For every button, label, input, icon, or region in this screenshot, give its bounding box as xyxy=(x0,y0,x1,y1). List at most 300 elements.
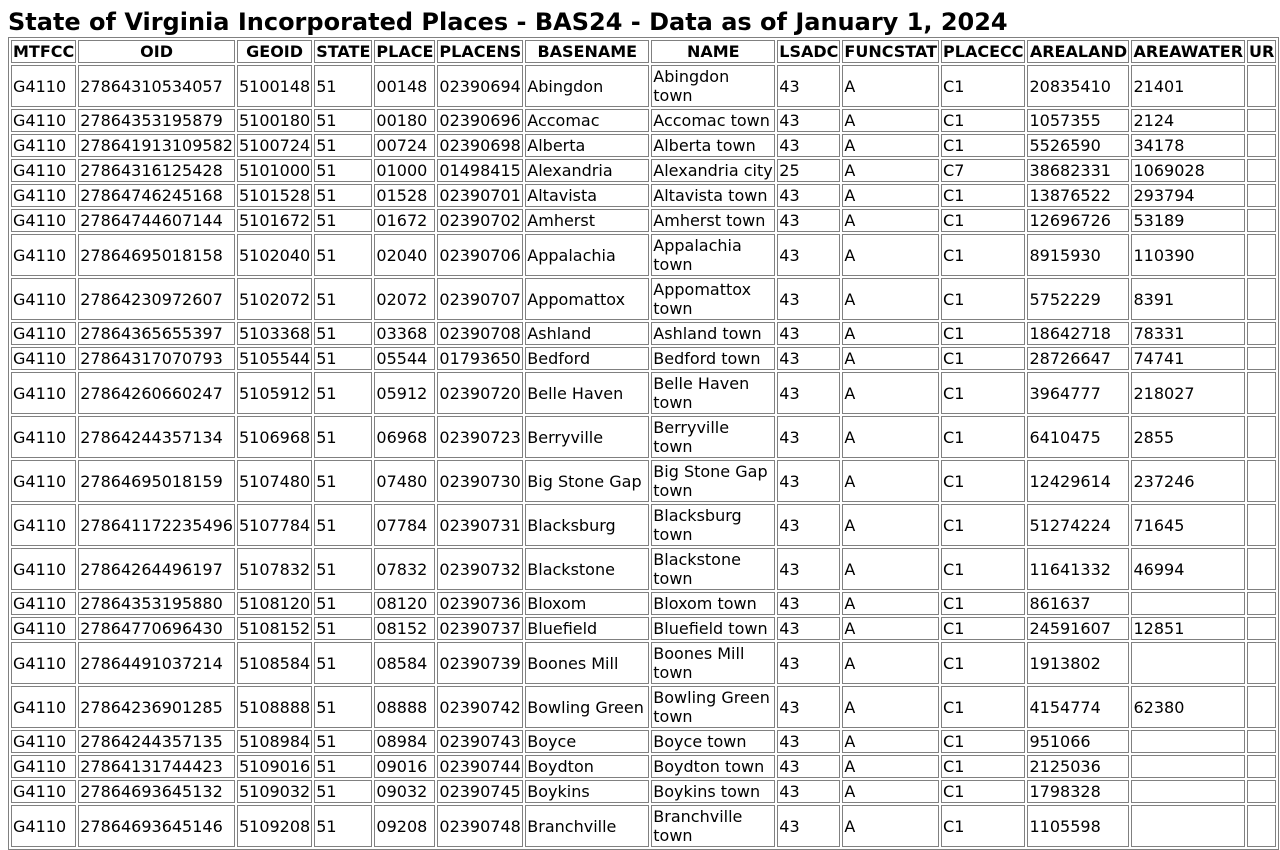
cell-state: 51 xyxy=(314,372,372,414)
cell-geoid: 5102040 xyxy=(237,234,312,276)
cell-oid: 27864244357134 xyxy=(78,416,235,458)
cell-funcstat: A xyxy=(842,460,939,502)
cell-ur xyxy=(1247,642,1276,684)
cell-funcstat: A xyxy=(842,347,939,370)
cell-geoid: 5108120 xyxy=(238,594,311,613)
cell-name: Appalachia town xyxy=(651,234,775,276)
cell-basename: Bloxom xyxy=(525,592,649,615)
cell-mtfcc: G4110 xyxy=(11,234,76,276)
cell-mtfcc: G4110 xyxy=(11,209,76,232)
cell-funcstat: A xyxy=(842,322,939,345)
cell-placecc: C1 xyxy=(941,592,1025,615)
cell-arealand: 18642718 xyxy=(1027,322,1129,345)
cell-placecc: C1 xyxy=(941,234,1025,276)
cell-basename: Appomattox xyxy=(525,278,649,320)
cell-placens: 01498415 xyxy=(437,159,523,182)
cell-ur xyxy=(1247,184,1276,207)
cell-funcstat: A xyxy=(842,617,939,640)
cell-basename: Bedford xyxy=(525,347,649,370)
table-row xyxy=(11,416,1276,458)
cell-placecc: C1 xyxy=(941,416,1025,458)
cell-ur xyxy=(1247,548,1276,590)
cell-lsadc: 43 xyxy=(777,460,840,502)
cell-basename: Bluefield xyxy=(525,617,649,640)
cell-place: 08152 xyxy=(374,617,435,640)
cell-placecc: C7 xyxy=(941,159,1025,182)
cell-basename: Alexandria xyxy=(525,159,649,182)
column-header-placens: PLACENS xyxy=(439,42,522,61)
cell-name: Boyce town xyxy=(651,730,775,753)
cell-placecc: C1 xyxy=(941,504,1025,546)
cell-mtfcc: G4110 xyxy=(11,322,76,345)
cell-geoid: 5108888 xyxy=(237,686,312,728)
cell-placecc: C1 xyxy=(941,686,1025,728)
cell-mtfcc: G4110 xyxy=(11,642,76,684)
cell-name: Bluefield town xyxy=(651,617,775,640)
cell-geoid: 5102072 xyxy=(237,278,312,320)
cell-oid: 27864353195880 xyxy=(78,592,235,615)
cell-areawater: 21401 xyxy=(1131,65,1245,107)
cell-placecc: C1 xyxy=(941,805,1025,847)
cell-oid: 27864746245168 xyxy=(78,184,235,207)
cell-lsadc: 43 xyxy=(777,617,840,640)
cell-mtfcc: G4110 xyxy=(11,504,76,546)
cell-placens: 02390706 xyxy=(437,234,523,276)
cell-lsadc: 43 xyxy=(777,592,840,615)
cell-name: Accomac town xyxy=(651,109,775,132)
cell-lsadc: 43 xyxy=(777,278,840,320)
cell-name: Abingdon town xyxy=(651,65,775,107)
table-body xyxy=(11,65,1276,847)
cell-oid: 27864365655397 xyxy=(78,322,235,345)
cell-areawater: 2855 xyxy=(1131,416,1245,458)
cell-arealand: 861637 xyxy=(1027,592,1129,615)
cell-geoid: 5106968 xyxy=(237,416,312,458)
cell-mtfcc: G4110 xyxy=(11,159,76,182)
cell-placecc: C1 xyxy=(941,109,1025,132)
cell-arealand: 12696726 xyxy=(1027,209,1129,232)
cell-state: 51 xyxy=(314,134,372,157)
table-row xyxy=(11,184,1276,207)
cell-funcstat: A xyxy=(842,278,939,320)
cell-placens: 02390742 xyxy=(437,686,523,728)
cell-name: Alberta town xyxy=(651,134,775,157)
cell-basename: Altavista xyxy=(525,184,649,207)
cell-state: 51 xyxy=(314,730,372,753)
cell-lsadc: 43 xyxy=(777,416,840,458)
cell-ur xyxy=(1247,686,1276,728)
table-row xyxy=(11,322,1276,345)
table-row xyxy=(11,755,1276,778)
cell-funcstat: A xyxy=(842,592,939,615)
column-header-lsadc: LSADC xyxy=(779,42,839,61)
cell-geoid: 5107480 xyxy=(237,460,312,502)
cell-place: 07784 xyxy=(374,504,435,546)
cell-funcstat: A xyxy=(842,234,939,276)
cell-funcstat: A xyxy=(842,184,939,207)
cell-oid: 27864316125428 xyxy=(78,159,235,182)
cell-placecc: C1 xyxy=(941,730,1025,753)
cell-placecc: C1 xyxy=(941,755,1025,778)
cell-geoid: 5108584 xyxy=(237,642,312,684)
cell-place: 08984 xyxy=(374,730,435,753)
cell-placens: 02390696 xyxy=(437,109,523,132)
cell-areawater: 62380 xyxy=(1131,686,1245,728)
cell-arealand: 4154774 xyxy=(1027,686,1129,728)
table-row xyxy=(11,780,1276,803)
column-header-arealand: AREALAND xyxy=(1027,40,1129,63)
cell-oid: 27864236901285 xyxy=(78,686,235,728)
cell-oid: 27864491037214 xyxy=(78,642,235,684)
cell-placecc: C1 xyxy=(941,642,1025,684)
cell-mtfcc: G4110 xyxy=(11,548,76,590)
cell-ur xyxy=(1247,617,1276,640)
table-row xyxy=(11,642,1276,684)
cell-mtfcc: G4110 xyxy=(11,65,76,107)
cell-place: 01528 xyxy=(374,184,435,207)
cell-oid: 27864310534057 xyxy=(78,65,235,107)
cell-geoid: 5100180 xyxy=(238,111,311,130)
cell-areawater xyxy=(1131,592,1245,615)
cell-arealand: 20835410 xyxy=(1027,65,1129,107)
cell-placens: 02390694 xyxy=(437,65,523,107)
cell-areawater: 78331 xyxy=(1131,322,1245,345)
cell-basename: Big Stone Gap xyxy=(525,460,649,502)
cell-name: Bowling Green town xyxy=(651,686,775,728)
cell-arealand: 12429614 xyxy=(1027,460,1129,502)
cell-place: 02072 xyxy=(374,278,435,320)
cell-areawater xyxy=(1131,755,1245,778)
cell-areawater: 74741 xyxy=(1131,347,1245,370)
cell-lsadc: 43 xyxy=(777,372,840,414)
cell-arealand: 3964777 xyxy=(1027,372,1129,414)
cell-place: 07832 xyxy=(374,548,435,590)
cell-basename: Branchville xyxy=(525,805,649,847)
cell-lsadc: 43 xyxy=(777,209,840,232)
cell-geoid: 5101672 xyxy=(238,211,311,230)
cell-lsadc: 43 xyxy=(777,504,840,546)
cell-basename: Bowling Green xyxy=(525,686,649,728)
cell-lsadc: 43 xyxy=(777,65,840,107)
cell-name: Altavista town xyxy=(651,184,775,207)
cell-ur xyxy=(1247,159,1276,182)
cell-placecc: C1 xyxy=(941,372,1025,414)
cell-ur xyxy=(1247,109,1276,132)
cell-geoid: 5100148 xyxy=(237,65,312,107)
cell-place: 08888 xyxy=(374,686,435,728)
column-header-areawater: AREAWATER xyxy=(1133,42,1244,61)
cell-state: 51 xyxy=(314,322,372,345)
cell-areawater: 237246 xyxy=(1131,460,1245,502)
table-row xyxy=(11,460,1276,502)
cell-areawater: 12851 xyxy=(1131,617,1245,640)
cell-basename: Ashland xyxy=(525,322,649,345)
cell-place: 05544 xyxy=(374,347,435,370)
table-row xyxy=(11,592,1276,615)
cell-funcstat: A xyxy=(842,159,939,182)
cell-placens: 02390736 xyxy=(437,592,523,615)
cell-name: Boykins town xyxy=(651,780,775,803)
cell-ur xyxy=(1247,134,1276,157)
cell-arealand: 13876522 xyxy=(1027,184,1129,207)
cell-ur xyxy=(1247,209,1276,232)
cell-geoid: 5105544 xyxy=(238,349,311,368)
cell-name: Boones Mill town xyxy=(651,642,775,684)
cell-state: 51 xyxy=(314,805,372,847)
table-row xyxy=(11,548,1276,590)
table-row xyxy=(11,347,1276,370)
cell-state: 51 xyxy=(314,209,372,232)
cell-geoid: 5101000 xyxy=(238,161,311,180)
cell-funcstat: A xyxy=(842,755,939,778)
column-header-oid: OID xyxy=(78,40,235,63)
cell-placecc: C1 xyxy=(941,278,1025,320)
cell-areawater: 46994 xyxy=(1131,548,1245,590)
cell-funcstat: A xyxy=(842,416,939,458)
column-header-geoid: GEOID xyxy=(237,40,312,63)
cell-oid: 27864260660247 xyxy=(78,372,235,414)
cell-lsadc: 43 xyxy=(777,134,840,157)
cell-placecc: C1 xyxy=(941,134,1025,157)
table-row xyxy=(11,65,1276,107)
cell-mtfcc: G4110 xyxy=(11,134,76,157)
cell-funcstat: A xyxy=(842,780,939,803)
cell-placecc: C1 xyxy=(941,780,1025,803)
cell-mtfcc: G4110 xyxy=(11,780,76,803)
cell-placecc: C1 xyxy=(941,184,1025,207)
cell-name: Blacksburg town xyxy=(651,504,775,546)
cell-ur xyxy=(1247,322,1276,345)
cell-place: 09208 xyxy=(374,805,435,847)
cell-funcstat: A xyxy=(842,109,939,132)
cell-place: 00180 xyxy=(374,109,435,132)
cell-geoid: 5109032 xyxy=(238,782,311,801)
cell-funcstat: A xyxy=(842,805,939,847)
cell-arealand: 11641332 xyxy=(1027,548,1129,590)
cell-basename: Abingdon xyxy=(525,65,649,107)
column-header-place: PLACE xyxy=(376,42,434,61)
column-header-basename: BASENAME xyxy=(525,40,649,63)
table-row xyxy=(11,109,1276,132)
table-row xyxy=(11,134,1276,157)
cell-funcstat: A xyxy=(842,730,939,753)
table-row xyxy=(11,504,1276,546)
cell-name: Blackstone town xyxy=(651,548,775,590)
table-row xyxy=(11,730,1276,753)
cell-lsadc: 43 xyxy=(777,109,840,132)
cell-arealand: 24591607 xyxy=(1027,617,1129,640)
cell-basename: Blackstone xyxy=(525,548,649,590)
cell-mtfcc: G4110 xyxy=(11,730,76,753)
cell-lsadc: 43 xyxy=(777,234,840,276)
table-row xyxy=(11,159,1276,182)
cell-areawater: 218027 xyxy=(1131,372,1245,414)
cell-arealand: 2125036 xyxy=(1027,755,1129,778)
column-header-placecc: PLACECC xyxy=(943,42,1024,61)
column-header-funcstat: FUNCSTAT xyxy=(844,42,938,61)
cell-state: 51 xyxy=(314,109,372,132)
cell-geoid: 5105912 xyxy=(237,372,312,414)
cell-placens: 02390739 xyxy=(437,642,523,684)
cell-funcstat: A xyxy=(842,65,939,107)
cell-mtfcc: G4110 xyxy=(11,347,76,370)
cell-lsadc: 43 xyxy=(777,686,840,728)
cell-ur xyxy=(1247,504,1276,546)
cell-areawater xyxy=(1131,642,1245,684)
cell-mtfcc: G4110 xyxy=(11,805,76,847)
cell-areawater: 293794 xyxy=(1131,184,1245,207)
table-row xyxy=(11,686,1276,728)
cell-areawater: 34178 xyxy=(1131,134,1245,157)
cell-lsadc: 43 xyxy=(777,730,840,753)
column-header-name: NAME xyxy=(651,40,775,63)
cell-areawater xyxy=(1131,730,1245,753)
cell-ur xyxy=(1247,65,1276,107)
cell-arealand: 5752229 xyxy=(1027,278,1129,320)
cell-funcstat: A xyxy=(842,209,939,232)
cell-place: 02040 xyxy=(374,234,435,276)
cell-mtfcc: G4110 xyxy=(11,686,76,728)
cell-oid: 27864744607144 xyxy=(78,209,235,232)
cell-state: 51 xyxy=(314,278,372,320)
cell-arealand: 8915930 xyxy=(1027,234,1129,276)
cell-placens: 02390723 xyxy=(437,416,523,458)
cell-oid: 27864131744423 xyxy=(78,755,235,778)
cell-placecc: C1 xyxy=(941,460,1025,502)
cell-geoid: 5108984 xyxy=(238,732,311,751)
cell-oid: 27864353195879 xyxy=(78,109,235,132)
cell-name: Berryville town xyxy=(651,416,775,458)
places-table xyxy=(8,37,1279,850)
cell-funcstat: A xyxy=(842,504,939,546)
cell-basename: Alberta xyxy=(525,134,649,157)
cell-lsadc: 43 xyxy=(777,322,840,345)
cell-placens: 02390702 xyxy=(437,209,523,232)
cell-lsadc: 43 xyxy=(777,184,840,207)
cell-funcstat: A xyxy=(842,686,939,728)
cell-oid: 278641172235496 xyxy=(78,504,235,546)
cell-name: Ashland town xyxy=(651,322,775,345)
cell-ur xyxy=(1247,278,1276,320)
cell-mtfcc: G4110 xyxy=(11,460,76,502)
cell-place: 07480 xyxy=(374,460,435,502)
cell-funcstat: A xyxy=(842,548,939,590)
cell-place: 00724 xyxy=(374,134,435,157)
page-title: State of Virginia Incorporated Places - BAS24 - Data as of January 1, 2024 xyxy=(8,8,1008,36)
cell-geoid: 5109208 xyxy=(237,805,312,847)
cell-basename: Accomac xyxy=(525,109,649,132)
cell-areawater: 71645 xyxy=(1131,504,1245,546)
cell-place: 09016 xyxy=(374,755,435,778)
cell-state: 51 xyxy=(314,347,372,370)
cell-mtfcc: G4110 xyxy=(11,755,76,778)
cell-oid: 27864693645146 xyxy=(78,805,235,847)
cell-placens: 02390743 xyxy=(437,730,523,753)
cell-arealand: 51274224 xyxy=(1027,504,1129,546)
cell-placens: 02390720 xyxy=(437,372,523,414)
cell-funcstat: A xyxy=(842,642,939,684)
cell-areawater: 2124 xyxy=(1131,109,1245,132)
cell-state: 51 xyxy=(314,234,372,276)
cell-mtfcc: G4110 xyxy=(11,278,76,320)
cell-place: 09032 xyxy=(374,780,435,803)
cell-basename: Boykins xyxy=(525,780,649,803)
cell-arealand: 1057355 xyxy=(1027,109,1129,132)
cell-name: Appomattox town xyxy=(651,278,775,320)
cell-name: Branchville town xyxy=(651,805,775,847)
cell-state: 51 xyxy=(314,416,372,458)
cell-funcstat: A xyxy=(842,134,939,157)
cell-place: 03368 xyxy=(374,322,435,345)
cell-oid: 278641913109582 xyxy=(80,136,233,155)
cell-mtfcc: G4110 xyxy=(11,617,76,640)
cell-funcstat: A xyxy=(842,372,939,414)
cell-state: 51 xyxy=(314,159,372,182)
cell-state: 51 xyxy=(314,780,372,803)
cell-basename: Boyce xyxy=(525,730,649,753)
cell-place: 00148 xyxy=(374,65,435,107)
cell-basename: Blacksburg xyxy=(525,504,649,546)
cell-basename: Boydton xyxy=(525,755,649,778)
cell-name: Bloxom town xyxy=(651,592,775,615)
cell-arealand: 1105598 xyxy=(1027,805,1129,847)
column-header-mtfcc: MTFCC xyxy=(13,42,75,61)
cell-lsadc: 43 xyxy=(777,642,840,684)
cell-basename: Boones Mill xyxy=(525,642,649,684)
cell-place: 01672 xyxy=(374,209,435,232)
cell-name: Bedford town xyxy=(651,347,775,370)
cell-state: 51 xyxy=(314,592,372,615)
cell-place: 08120 xyxy=(374,592,435,615)
cell-placecc: C1 xyxy=(941,209,1025,232)
cell-placens: 02390732 xyxy=(437,548,523,590)
cell-state: 51 xyxy=(314,755,372,778)
cell-placens: 02390737 xyxy=(437,617,523,640)
cell-geoid: 5101528 xyxy=(238,186,311,205)
cell-arealand: 951066 xyxy=(1027,730,1129,753)
cell-ur xyxy=(1247,730,1276,753)
table-row xyxy=(11,805,1276,847)
cell-ur xyxy=(1247,416,1276,458)
cell-name: Big Stone Gap town xyxy=(651,460,775,502)
cell-ur xyxy=(1247,755,1276,778)
cell-geoid: 5100724 xyxy=(238,136,311,155)
table-row xyxy=(11,617,1276,640)
cell-lsadc: 43 xyxy=(777,548,840,590)
cell-placens: 02390744 xyxy=(437,755,523,778)
cell-name: Belle Haven town xyxy=(651,372,775,414)
cell-mtfcc: G4110 xyxy=(11,184,76,207)
cell-name: Alexandria city xyxy=(651,159,775,182)
cell-arealand: 5526590 xyxy=(1027,134,1129,157)
cell-lsadc: 43 xyxy=(777,347,840,370)
cell-geoid: 5107784 xyxy=(237,504,312,546)
cell-oid: 27864695018158 xyxy=(78,234,235,276)
table-row xyxy=(11,278,1276,320)
cell-placens: 02390748 xyxy=(437,805,523,847)
cell-mtfcc: G4110 xyxy=(11,416,76,458)
cell-oid: 27864770696430 xyxy=(78,617,235,640)
cell-basename: Berryville xyxy=(525,416,649,458)
table-row xyxy=(11,234,1276,276)
cell-areawater: 110390 xyxy=(1131,234,1245,276)
cell-lsadc: 25 xyxy=(777,159,840,182)
cell-lsadc: 43 xyxy=(777,755,840,778)
cell-placecc: C1 xyxy=(941,347,1025,370)
cell-arealand: 1798328 xyxy=(1027,780,1129,803)
cell-ur xyxy=(1247,592,1276,615)
cell-geoid: 5109016 xyxy=(238,757,311,776)
